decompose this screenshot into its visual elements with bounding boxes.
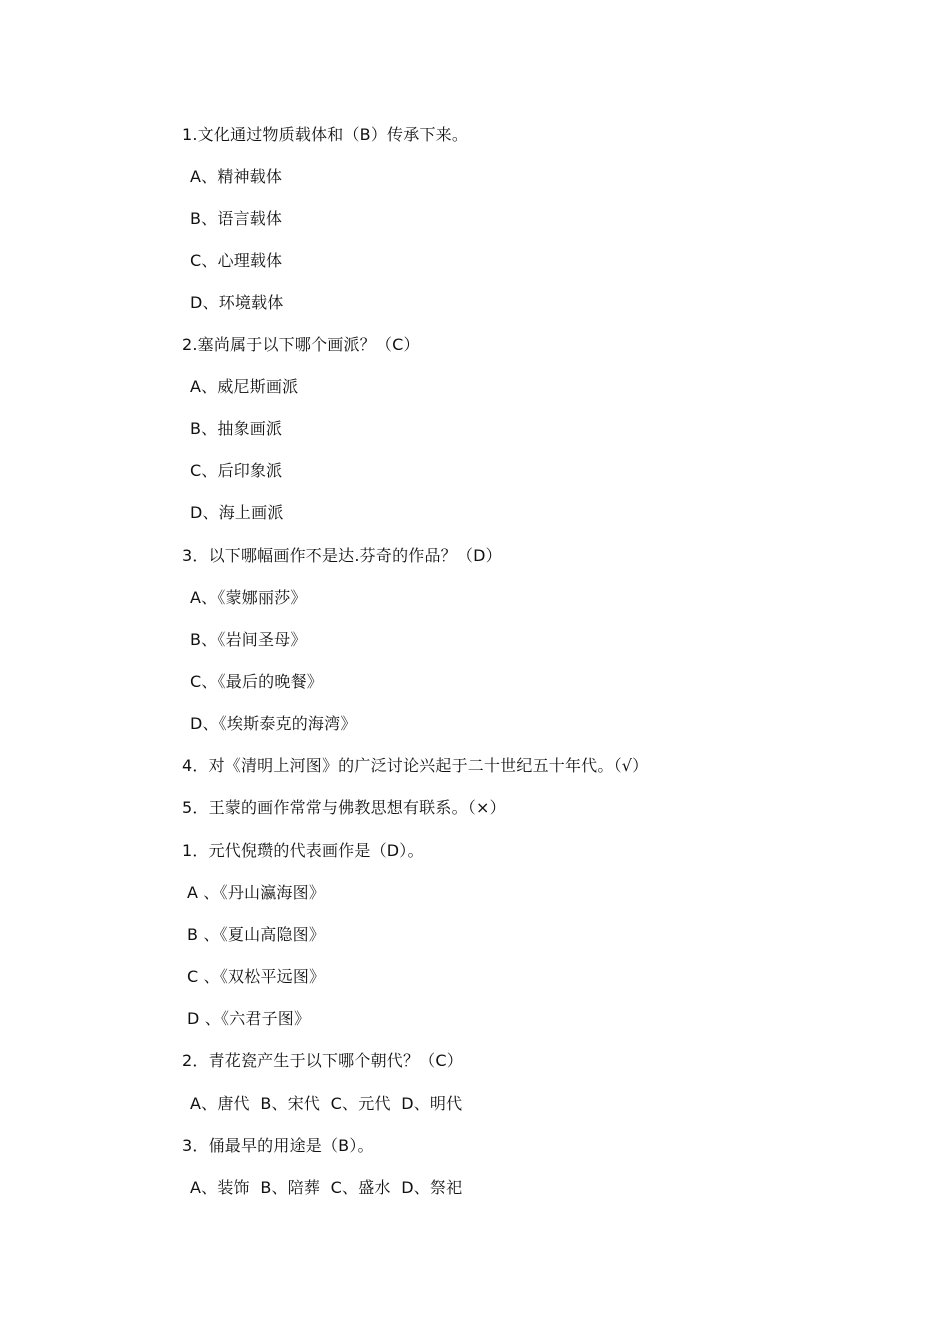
section-2-question-1-option-b: B 、《夏山高隐图》 [187,925,326,944]
question-2-stem: 2.塞尚属于以下哪个画派？（C） [182,335,420,354]
question-3-option-c: C、《最后的晚餐》 [190,672,323,691]
question-3-option-a: A、《蒙娜丽莎》 [190,588,307,607]
question-1-option-b: B、语言载体 [190,209,283,228]
question-1-stem: 1.文化通过物质载体和（B）传承下来。 [182,125,469,144]
question-1-option-c: C、心理载体 [190,251,283,270]
section-2-question-2-stem: 2．青花瓷产生于以下哪个朝代？（C） [182,1051,463,1070]
section-2-question-1-option-d: D 、《六君子图》 [187,1009,311,1028]
question-5-statement: 5．王蒙的画作常常与佛教思想有联系。（×） [182,798,506,817]
question-2-option-b: B、抽象画派 [190,419,283,438]
question-2-option-a: A、威尼斯画派 [190,377,299,396]
question-2-option-d: D、海上画派 [190,503,284,522]
question-4-statement: 4．对《清明上河图》的广泛讨论兴起于二十世纪五十年代。（√） [182,756,649,775]
question-2-option-c: C、后印象派 [190,461,283,480]
section-2-question-1-stem: 1．元代倪瓒的代表画作是（D）。 [182,841,424,860]
section-2-question-1-option-c: C 、《双松平远图》 [187,967,326,986]
question-1-option-a: A、精神载体 [190,167,283,186]
section-2-question-2-options: A、唐代 B、宋代 C、元代 D、明代 [190,1094,463,1113]
question-3-stem: 3．以下哪幅画作不是达.芬奇的作品？（D） [182,546,502,565]
question-3-option-d: D、《埃斯泰克的海湾》 [190,714,357,733]
question-3-option-b: B、《岩间圣母》 [190,630,307,649]
section-2-question-1-option-a: A 、《丹山瀛海图》 [187,883,326,902]
question-1-option-d: D、环境载体 [190,293,284,312]
section-2-question-3-stem: 3．俑最早的用途是（B）。 [182,1136,374,1155]
section-2-question-3-options: A、装饰 B、陪葬 C、盛水 D、祭祀 [190,1178,463,1197]
